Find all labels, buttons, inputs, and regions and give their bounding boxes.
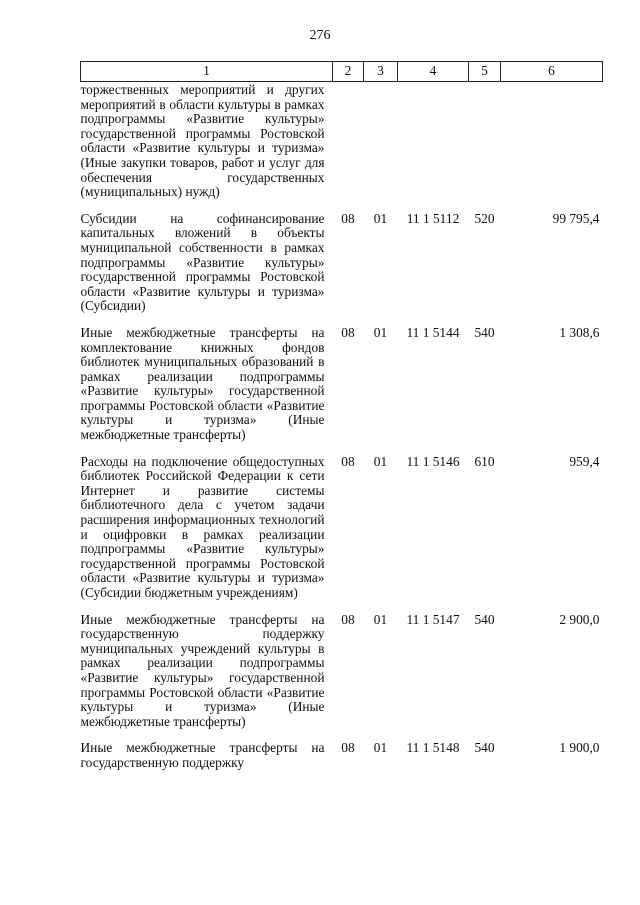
row-target-code: 11 1 5112 — [406, 210, 460, 226]
row-amount: 1 308,6 — [559, 324, 600, 340]
row-section: 08 — [341, 453, 355, 469]
header-col-3: 3 — [364, 62, 398, 82]
row-subsection: 01 — [373, 453, 388, 469]
row-description: Субсидии на софинансирование капитальных вложений в объекты муниципальной собственности в рамках подпрограммы «Развитие культуры» государственной программы Ростовской области «Развитие культуры и туризма» (Субсидии) — [80, 210, 325, 314]
table-body — [81, 82, 603, 783]
row-section: 08 — [341, 324, 355, 340]
header-col-2: 2 — [333, 62, 364, 82]
table-row — [81, 613, 603, 742]
row-target-code: 11 1 5148 — [406, 740, 460, 756]
row-expense-type: 520 — [474, 210, 495, 226]
row-description: Иные межбюджетные трансферты на комплектование книжных фондов библиотек муниципальных образований в рамках реализации подпрограммы «Развитие культуры» государственной программы Ростовской области «Развитие культуры и туризма» (Иные межбюджетные трансферты) — [80, 324, 325, 443]
row-amount: 2 900,0 — [559, 611, 600, 627]
table-row — [81, 326, 603, 455]
row-section: 08 — [341, 740, 355, 756]
row-expense-type: 540 — [474, 611, 495, 627]
header-row — [81, 62, 603, 82]
header-col-4: 4 — [398, 62, 469, 82]
row-section: 08 — [341, 611, 355, 627]
table-row — [81, 455, 603, 613]
row-section: 08 — [341, 210, 355, 226]
row-description: Иные межбюджетные трансферты на государственную поддержку муниципальных учреждений культуры в рамках реализации подпрограммы «Развитие культуры» государственной программы Ростовской области «Развитие культуры и туризма» (Иные межбюджетные трансферты) — [80, 611, 325, 729]
row-description: Расходы на подключение общедоступных библиотек Российской Федерации к сети Интернет и развитие системы библиотечного дела с учетом задачи расширения информационных технологий и оцифровки в рамках реализации подпрограммы «Развитие культуры» государственной программы Ростовской области «Развитие культуры и туризма» (Субсидии бюджетным учреждениям) — [80, 453, 325, 600]
row-description: Иные межбюджетные трансферты на государственную поддержку — [80, 740, 325, 770]
row-subsection: 01 — [373, 611, 388, 627]
row-subsection: 01 — [373, 210, 388, 226]
header-col-6: 6 — [501, 62, 603, 82]
row-target-code: 11 1 5147 — [406, 611, 460, 627]
table-row — [81, 741, 603, 782]
page-number: 276 — [309, 28, 331, 43]
row-subsection: 01 — [373, 740, 388, 756]
table-row — [81, 212, 603, 326]
row-amount: 1 900,0 — [559, 740, 600, 756]
row-expense-type: 610 — [474, 453, 495, 469]
row-expense-type — [469, 82, 501, 212]
row-amount: 959,4 — [569, 453, 600, 469]
row-target-code — [398, 82, 469, 212]
budget-table — [80, 61, 603, 783]
header-col-1: 1 — [81, 62, 333, 82]
header-col-5: 5 — [469, 62, 501, 82]
row-target-code: 11 1 5146 — [406, 453, 460, 469]
row-expense-type: 540 — [474, 740, 495, 756]
table-row — [81, 82, 603, 212]
row-target-code: 11 1 5144 — [406, 324, 460, 340]
table-header — [81, 62, 603, 82]
row-section — [333, 82, 364, 212]
row-amount: 99 795,4 — [552, 210, 600, 226]
row-description: торжественных мероприятий и других мероприятий в области культуры в рамках подпрограммы «Развитие культуры» государственной программы Ростовской области «Развитие культуры и туризма» (Иные закупки товаров, работ и услуг для обеспечения государственных (муниципальных) нужд) — [80, 82, 325, 200]
row-expense-type: 540 — [474, 324, 495, 340]
row-subsection — [364, 82, 398, 212]
row-amount — [501, 82, 603, 212]
row-subsection: 01 — [373, 324, 388, 340]
